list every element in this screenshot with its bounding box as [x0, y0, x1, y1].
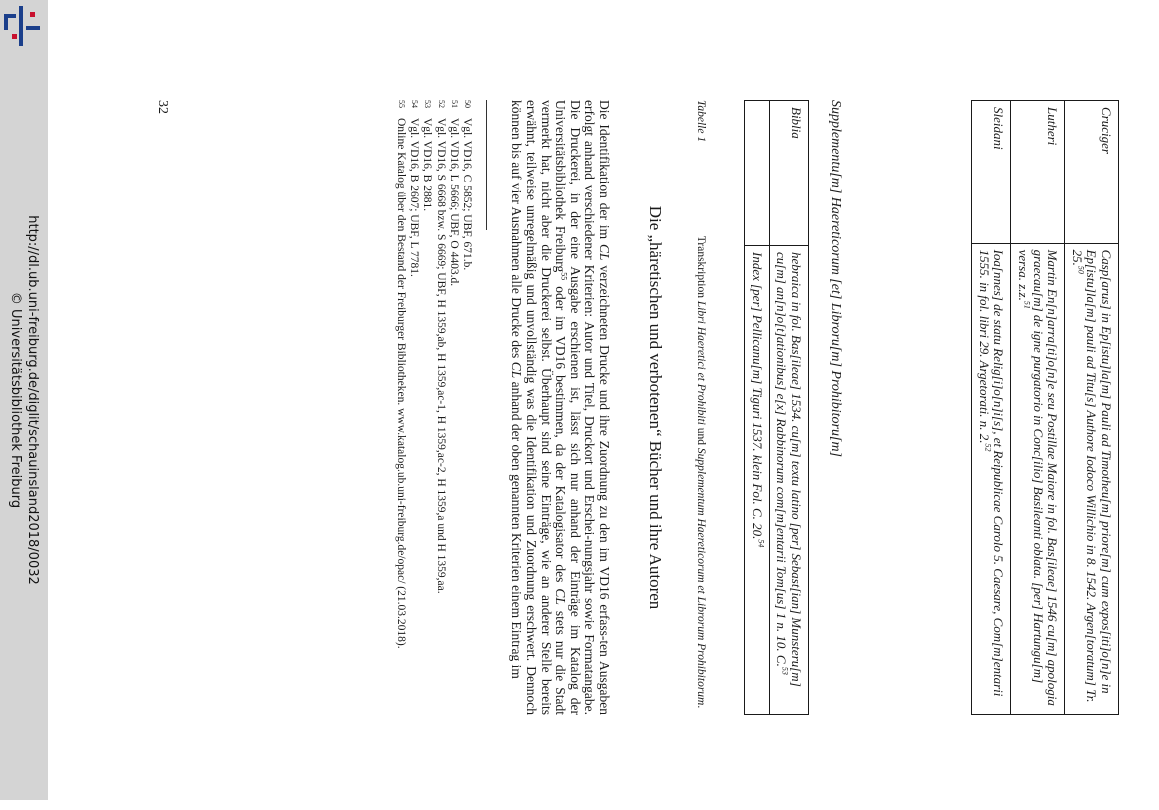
table-row	[745, 101, 770, 715]
body-paragraph: Die Identifikation der im CL verzeichneten Drucke und ihre Zuordnung zu den im VD16 erfass-ten Ausgaben erfolgt anhand verschiedener Kriterien: Autor und Titel, Druckort und Erschei-nungsjahr sowie Formatangabe. Die Druckerei, in der eine Ausgabe erschienen ist, lässt sich nur anhand der Einträge im Katalog der Universitätsbibliothek Freiburg$^{55}$ oder im VD16 bestimmen, da der Katalogisator des CL stets nur die Stadt vermerkt hat, nicht aber die Druckerei selbst. Überhaupt sind seine Einträge, wie an anderer Stelle bereits erwähnt, teilweise unregelmäßig und unvollständig was die Identifikation und Zuordnung erschwert. Dennoch können bis auf vier Ausnahmen alle Drucke des CL anhand der oben genannten Kriterien einem Eintrag im	[509, 100, 612, 716]
footnote-item: 51 Vgl. VD16, L 5666; UBF, O 4403.d.	[447, 100, 460, 287]
table-cell-author: Biblia	[769, 101, 808, 246]
catalog-table-supplement	[744, 100, 809, 715]
table-cell-entry	[745, 246, 770, 715]
entry-text: hebraica in fol. Bas[ileae] 1534. cu[m] textu latino [per] Sebast[ian] Munsteru[m] cu[m] an[n]o[t]ationibus] e[x] Rabbinorum com[m]entarii Tom[us] 1 n. 10. C.	[774, 252, 804, 687]
footnote-ref[interactable]: 54	[756, 539, 766, 548]
table-cell-author: Lutheri	[1011, 101, 1065, 244]
table-row	[769, 101, 808, 715]
table-cell-author: Sleidani	[972, 101, 1011, 244]
table-cell-entry	[972, 243, 1011, 714]
caption-text: Transkription Libri Haeretici et Prohibiti und Supplementum Haereticorum et Librorum Prohibitorum.	[695, 235, 707, 709]
footnote-item: 50 Vgl. VD16, C 5852; UBF, 671.b.	[461, 100, 473, 271]
entry-text: Index [per] Pellicanu[m] Tiguri 1537. klein Fol. C. 20.	[749, 252, 765, 540]
footnote-item: 55 Online Katalog über den Bestand der Freiburger Bibliotheken. www.katalog.ub.uni-freiburg.de/opac/ (21.03.2018).	[394, 100, 407, 649]
table-cell-entry	[1011, 243, 1065, 714]
table-caption	[694, 100, 708, 715]
caption-label: Tabelle 1	[695, 100, 707, 143]
table-cell-entry	[1065, 243, 1119, 714]
page-number: 32	[155, 100, 170, 114]
table-row	[1011, 101, 1065, 715]
footnote-ref[interactable]: 53	[780, 666, 790, 675]
footnotes	[394, 100, 473, 715]
document-viewport[interactable]	[80, 0, 1159, 800]
footnote-ref[interactable]: 51	[1022, 300, 1032, 309]
table-cell-author	[745, 101, 770, 246]
viewer-sidebar	[0, 0, 48, 800]
document-page	[80, 0, 1159, 800]
footnote-item: 53 Vgl. VD16, B 2881.	[421, 100, 434, 212]
viewer-footer	[7, 0, 41, 810]
entry-text: Ioa[nnes] de statu Relig[i]o[n]i[s], et Reipublicae Carolo 5. Caesare, Com[m]entarii 1555. in fol. libri 29. Argetorati. n. 2.	[976, 249, 1007, 697]
table-row	[972, 101, 1011, 715]
footer-url[interactable]: http://dl.ub.uni-freiburg.de/diglit/schauinsland2018/0032	[25, 215, 40, 585]
footnote-item: 52 Vgl. VD16, S 6668 bzw. S 6669; UBF, H 1359,ab, H 1359,ac-1, H 1359,ac-2, H 1359,a und H 1359,aa.	[434, 100, 447, 594]
section-heading: Die „häretischen und verbotenen“ Bücher und ihre Autoren	[646, 205, 665, 610]
footnote-ref[interactable]: 55	[559, 272, 569, 281]
entry-text: Martin En[n]arra[ti]o[n]e seu Postillae Maiore in fol. Bas[ileae] 1546 cu[m] apologia graecau[m] de igne purgatorio in Conc[ilio] Basileanti oblata. [per] Hartungu[m] versa. z.z.	[1016, 249, 1061, 706]
footnote-divider	[486, 100, 487, 230]
footer-copyright: © Universitätsbibliothek Freiburg	[8, 291, 23, 509]
table-cell-entry	[769, 246, 808, 715]
footnote-ref[interactable]: 50	[1076, 265, 1086, 274]
supplement-heading: Supplementu[m] Haereticorum [et] Libroru[m] Prohibitoru[m]	[828, 100, 843, 458]
entry-text: Casp[arus] in Ep[istu]la[m] Pauli ad Timotheu[m] priore[m] cum expos[iti]o[n]e in Ep[istu]la[m] pauli ad Titu[s] Authore Iodoco Willichio in 8. 1542. Argen[toratum] Tr. 25.	[1069, 249, 1114, 703]
table-cell-author: Cruciger	[1065, 101, 1119, 244]
footnote-item: 54 Vgl. VD16, B 2607; UBF, L 7781.	[408, 100, 421, 277]
table-row	[1065, 101, 1119, 715]
footnote-ref[interactable]: 52	[983, 443, 993, 452]
catalog-table-haeretici	[971, 100, 1119, 715]
